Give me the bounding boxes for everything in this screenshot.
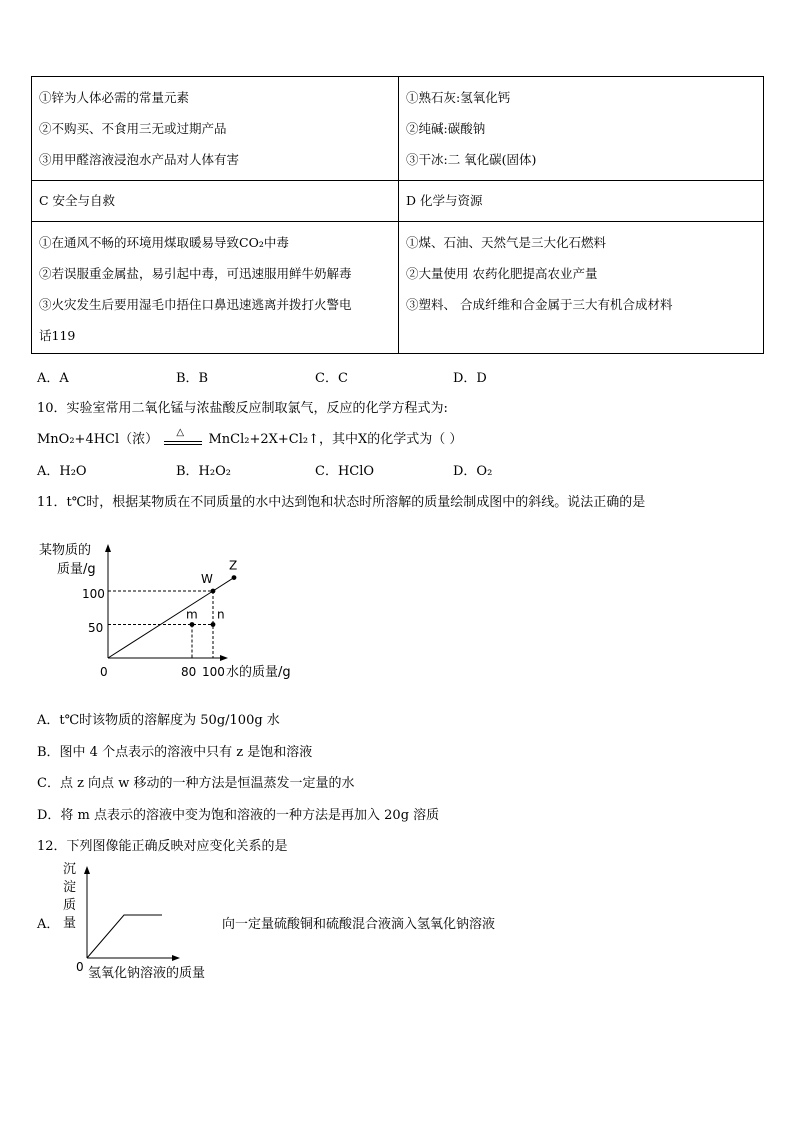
cell-a-content xyxy=(32,77,399,181)
cell-d-content xyxy=(399,222,764,354)
point-label-z: Z xyxy=(229,558,238,573)
q10-equation xyxy=(37,428,462,447)
q11-option-c[interactable]: C．点 z 向点 w 移动的一种方法是恒温蒸发一定量的水 xyxy=(37,776,355,791)
equation-right: MnCl₂+2X+Cl₂↑，其中X的化学式为（ ） xyxy=(208,432,463,447)
cell-line: ③火灾发生后要用湿毛巾捂住口鼻迅速逃离并拨打火警电 xyxy=(39,297,352,312)
point-w xyxy=(211,589,216,594)
q9-option-b[interactable]: B．B xyxy=(176,371,209,386)
plot-area xyxy=(108,559,237,658)
x-axis-arrow xyxy=(220,655,228,661)
cell-c-content xyxy=(32,222,399,354)
ylabel-char: 沉 xyxy=(63,862,77,877)
cell-line: ①锌为人体必需的常量元素 xyxy=(39,90,190,105)
q11-option-d[interactable]: D．将 m 点表示的溶液中变为饱和溶液的一种方法是再加入 20g 溶质 xyxy=(37,808,440,823)
cell-line: ②不购买、不食用三无或过期产品 xyxy=(39,121,227,136)
x-axis-arrow xyxy=(172,955,180,961)
xtick-100: 100 xyxy=(202,665,225,679)
cell-line: ①在通风不畅的环境用煤取暖易导致CO₂中毒 xyxy=(39,235,289,250)
q12-option-a-label[interactable]: A． xyxy=(37,917,60,932)
point-m xyxy=(190,622,195,627)
reaction-condition xyxy=(162,426,204,447)
q9-option-d[interactable]: D．D xyxy=(453,371,487,386)
equation-left: MnO₂+4HCl（浓） xyxy=(37,432,159,447)
chart-xlabel: 水的质量/g xyxy=(226,665,291,680)
cell-line: ③用甲醛溶液浸泡水产品对人体有害 xyxy=(39,152,240,167)
q10-option-c[interactable]: C．HClO xyxy=(315,464,375,479)
q12-option-a-caption: 向一定量硫酸铜和硫酸混合液滴入氢氧化钠溶液 xyxy=(222,917,496,932)
cell-line: ③塑料、 合成纤维和合金属于三大有机合成材料 xyxy=(406,297,673,312)
point-z xyxy=(232,575,237,580)
cell-line: ③干冰:二 氧化碳(固体) xyxy=(406,152,537,167)
q10-stem: 10．实验室常用二氧化锰与浓盐酸反应制取氯气，反应的化学方程式为: xyxy=(37,401,448,416)
solubility-line xyxy=(108,578,234,658)
ylabel-char: 量 xyxy=(63,916,77,931)
cell-line: ②大量使用 农药化肥提高农业产量 xyxy=(406,266,598,281)
ytick-50: 50 xyxy=(88,621,104,635)
point-label-w: W xyxy=(201,572,213,586)
chart-origin: 0 xyxy=(100,665,108,679)
header-c: C 安全与自救 xyxy=(32,181,399,222)
chart-origin: 0 xyxy=(76,960,84,974)
q10-option-a[interactable]: A．H₂O xyxy=(37,464,87,479)
y-axis-arrow xyxy=(105,544,111,552)
point-label-n: n xyxy=(217,607,225,622)
q11-option-a[interactable]: A．t℃时该物质的溶解度为 50g/100g 水 xyxy=(37,713,280,728)
point-n xyxy=(211,622,216,627)
q10-option-d[interactable]: D．O₂ xyxy=(453,464,493,479)
cell-line: ①熟石灰:氢氧化钙 xyxy=(406,90,511,105)
equals-bar-bottom xyxy=(164,444,202,445)
xtick-80: 80 xyxy=(181,665,197,679)
ylabel-char: 质 xyxy=(63,898,77,913)
ylabel-char: 淀 xyxy=(63,880,77,895)
cell-line: 话119 xyxy=(39,328,76,343)
equals-bar-top xyxy=(164,441,202,442)
y-axis-arrow xyxy=(84,866,90,874)
q12-precipitate-chart xyxy=(60,860,230,985)
header-d: D 化学与资源 xyxy=(399,181,764,222)
q9-option-c[interactable]: C．C xyxy=(315,371,348,386)
precipitate-curve xyxy=(87,915,162,958)
cell-line: ②若误服重金属盐，易引起中毒，可迅速服用鲜牛奶解毒 xyxy=(39,266,352,281)
cell-line: ②纯碱:碳酸钠 xyxy=(406,121,486,136)
q11-option-b[interactable]: B．图中 4 个点表示的溶液中只有 z 是饱和溶液 xyxy=(37,745,313,760)
chart-ylabel-line1: 某物质的 xyxy=(39,543,92,558)
q9-table xyxy=(31,76,764,354)
point-label-m: m xyxy=(186,607,198,622)
q10-option-b[interactable]: B．H₂O₂ xyxy=(176,464,231,479)
chart-xlabel: 氢氧化钠溶液的质量 xyxy=(88,966,206,981)
q9-option-a[interactable]: A．A xyxy=(37,371,69,386)
chart-ylabel-line2: 质量/g xyxy=(57,562,96,577)
cell-b-content xyxy=(399,77,764,181)
q12-stem: 12．下列图像能正确反映对应变化关系的是 xyxy=(37,839,288,854)
q11-stem: 11．t℃时，根据某物质在不同质量的水中达到饱和状态时所溶解的质量绘制成图中的斜线。说法正确的是 xyxy=(37,495,646,510)
cell-line: ①煤、石油、天然气是三大化石燃料 xyxy=(406,235,607,250)
q11-solubility-chart xyxy=(30,536,320,686)
ytick-100: 100 xyxy=(82,587,105,601)
heat-symbol: △ xyxy=(176,426,185,438)
